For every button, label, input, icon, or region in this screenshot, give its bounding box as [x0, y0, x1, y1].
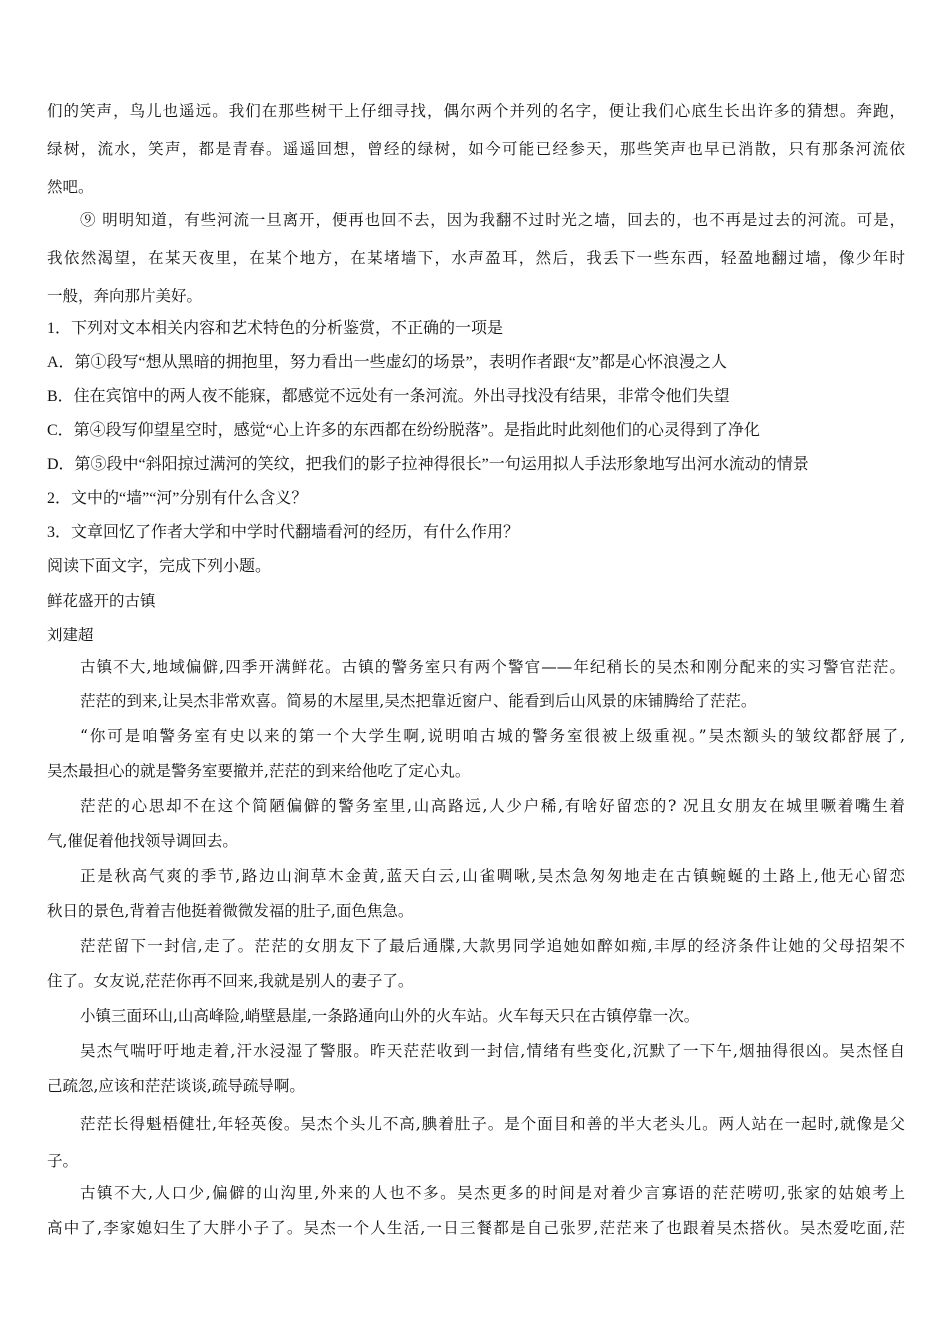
option-d: D．第⑤段中“斜阳掠过满河的笑纹，把我们的影子拉神得很长”一句运用拟人手法形象地写出河水流动的情景 [47, 456, 809, 473]
story-title: 鲜花盛开的古镇 [47, 592, 156, 610]
option-a: A．第①段写“想从黑暗的拥抱里，努力看出一些虚幻的场景”，表明作者跟“友”都是心怀浪漫之人 [47, 354, 727, 371]
option-b: B．住在宾馆中的两人夜不能寐，都感觉不远处有一条河流。外出寻找没有结果，非常令他们失望 [47, 388, 730, 405]
story-line: 吴杰最担心的就是警务室要撤并,茫茫的到来给他吃了定心丸。 [47, 762, 471, 780]
essay-line: 们的笑声，鸟儿也遥远。我们在那些树干上仔细寻找，偶尔两个并列的名字，便让我们心底生长出许多的猜想。奔跑， [47, 102, 905, 120]
paragraph-9-line: ⑨ 明明知道，有些河流一旦离开，便再也回不去，因为我翻不过时光之墙，回去的，也不再是过去的河流。可是， [80, 211, 905, 229]
story-line: 茫茫留下一封信,走了。茫茫的女朋友下了最后通牒,大款男同学追她如醉如痴,丰厚的经济条件让她的父母招架不 [80, 937, 905, 955]
essay-line: 然吧。 [47, 178, 94, 196]
story-line: 茫茫的心思却不在这个简陋偏僻的警务室里,山高路远,人少户稀,有啥好留恋的? 况且女朋友在城里噘着嘴生着 [80, 797, 905, 815]
story-author: 刘建超 [47, 626, 94, 644]
story-line: 茫茫的到来,让吴杰非常欢喜。简易的木屋里,吴杰把靠近窗户、能看到后山风景的床铺腾给了茫茫。 [80, 692, 757, 710]
story-line: 秋日的景色,背着吉他挺着微微发福的肚子,面色焦急。 [47, 902, 414, 920]
reading-instruction: 阅读下面文字，完成下列小题。 [47, 558, 272, 575]
question-3: 3．文章回忆了作者大学和中学时代翻墙看河的经历，有什么作用？ [47, 524, 520, 541]
story-line: “你可是咱警务室有史以来的第一个大学生啊,说明咱古城的警务室很被上级重视。”吴杰额头的皱纹都舒展了, [80, 727, 905, 745]
story-line: 己疏忽,应该和茫茫谈谈,疏导疏导啊。 [47, 1077, 305, 1095]
story-line: 子。 [47, 1152, 79, 1170]
story-line: 高中了,李家媳妇生了大胖小子了。吴杰一个人生活,一日三餐都是自己张罗,茫茫来了也跟着吴杰搭伙。吴杰爱吃面,茫 [47, 1219, 905, 1237]
story-line: 正是秋高气爽的季节,路边山涧草木金黄,蓝天白云,山雀啁啾,吴杰急匆匆地走在古镇蜿蜒的土路上,他无心留恋 [80, 867, 905, 885]
story-line: 古镇不大,人口少,偏僻的山沟里,外来的人也不多。吴杰更多的时间是对着少言寡语的茫茫唠叨,张家的姑娘考上 [80, 1184, 905, 1202]
paragraph-9-line: 一般，奔向那片美好。 [47, 287, 203, 305]
story-line: 住了。女友说,茫茫你再不回来,我就是别人的妻子了。 [47, 972, 414, 990]
story-line: 吴杰气喘吁吁地走着,汗水浸湿了警服。昨天茫茫收到一封信,情绪有些变化,沉默了一下午,烟抽得很凶。吴杰怪自 [80, 1042, 905, 1060]
paragraph-9-line: 我依然渴望，在某天夜里，在某个地方，在某堵墙下，水声盈耳，然后，我丢下一些东西，轻盈地翻过墙，像少年时 [47, 249, 905, 267]
story-line: 小镇三面环山,山高峰险,峭壁悬崖,一条路通向山外的火车站。火车每天只在古镇停靠一次。 [80, 1007, 700, 1025]
question-2: 2．文中的“墙”“河”分别有什么含义？ [47, 490, 308, 507]
story-line: 古镇不大,地域偏僻,四季开满鲜花。古镇的警务室只有两个警官——年纪稍长的吴杰和刚分配来的实习警官茫茫。 [80, 658, 905, 676]
story-line: 气,催促着他找领导调回去。 [47, 832, 238, 850]
story-line: 茫茫长得魁梧健壮,年轻英俊。吴杰个头儿不高,腆着肚子。是个面目和善的半大老头儿。两人站在一起时,就像是父 [80, 1115, 905, 1133]
question-1: 1．下列对文本相关内容和艺术特色的分析鉴赏，不正确的一项是 [47, 320, 504, 337]
essay-line: 绿树，流水，笑声，都是青春。遥遥回想，曾经的绿树，如今可能已经参天，那些笑声也早已消散，只有那条河流依 [47, 140, 905, 158]
option-c: C．第④段写仰望星空时，感觉“心上许多的东西都在纷纷脱落”。是指此时此刻他们的心灵得到了净化 [47, 422, 760, 439]
